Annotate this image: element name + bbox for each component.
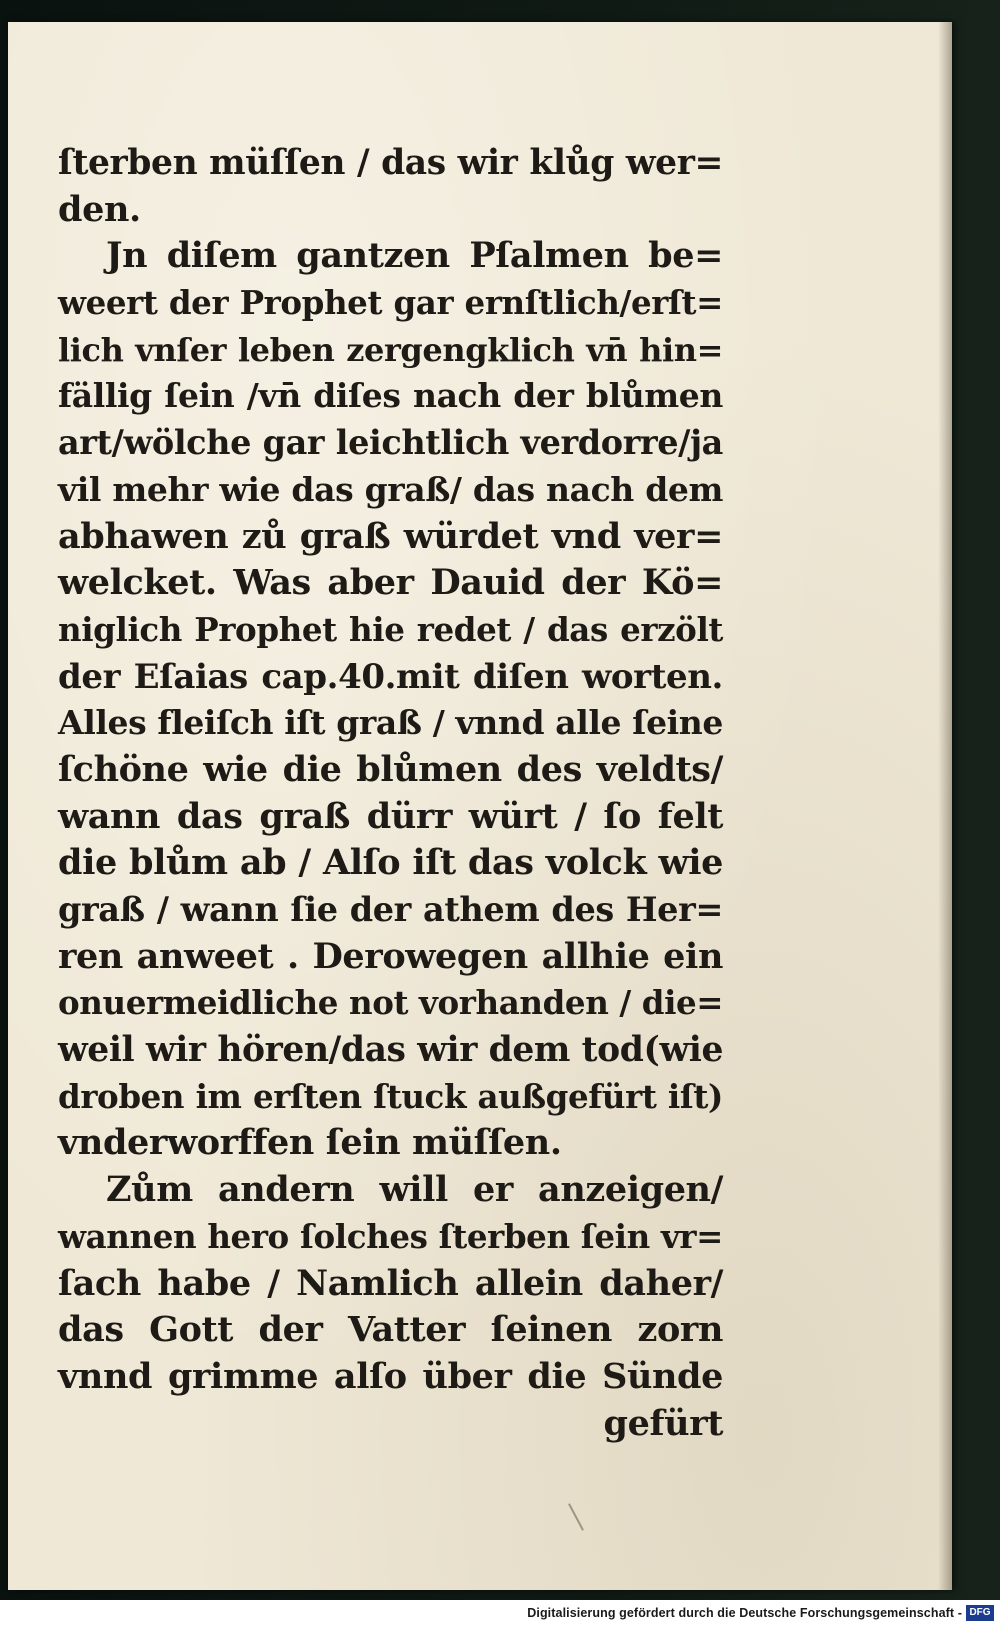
text-line: Jn diſem gantzen Pſalmen be= — [106, 235, 723, 277]
text-line: lich vnſer leben zergengklich vn̄ hin= — [58, 330, 723, 369]
text-line: art/wölche gar leichtlich verdorre/ja — [58, 423, 723, 463]
text-line: das Gott der Vatter ſeinen zorn — [58, 1309, 723, 1351]
text-line: der Eſaias cap.40.mit diſen worten. — [58, 656, 723, 697]
dfg-logo: DFG — [966, 1605, 994, 1621]
book-page — [8, 22, 952, 1590]
text-line: droben im erſten ſtuck außgefürt iſt) — [58, 1076, 723, 1116]
text-line: ren anweet . Derowegen allhie ein — [58, 935, 723, 977]
text-line: vnderworffen ſein müſſen. — [58, 1122, 562, 1164]
text-line: fällig ſein /vn̄ diſes nach der blůmen — [58, 376, 723, 416]
text-line: weil wir hören/das wir dem tod(wie — [58, 1030, 723, 1071]
text-line: wann das graß dürr würt / ſo felt — [58, 795, 723, 837]
page-edge-shadow — [938, 22, 952, 1590]
text-line: weert der Prophet gar ernſtlich/erſt= — [58, 283, 723, 323]
catchword: gefürt — [603, 1402, 723, 1444]
text-line: vnnd grimme alſo über die Sünde — [58, 1355, 723, 1397]
footer-bar — [0, 1600, 1000, 1628]
text-line: vil mehr wie das graß/ das nach dem — [58, 469, 723, 509]
text-line: niglich Prophet hie redet / das erzölt — [58, 609, 723, 649]
funding-credit: Digitalisierung gefördert durch die Deutsche Forschungsgemeinschaft - — [527, 1606, 962, 1620]
text-line: abhawen zů graß würdet vnd ver= — [58, 515, 723, 557]
text-line: onuermeidliche not vorhanden / die= — [58, 983, 724, 1023]
text-line: ſach habe / Namlich allein daher/ — [58, 1262, 723, 1304]
text-line: ſterben müſſen / das wir klůg wer= — [58, 143, 723, 183]
text-line: Zům andern will er anzeigen/ — [106, 1169, 723, 1211]
text-line: den. — [58, 188, 141, 230]
text-line: graß / wann ſie der athem des Her= — [58, 890, 723, 929]
text-line: wannen hero ſolches ſterben ſein vr= — [58, 1216, 723, 1256]
text-block — [58, 140, 723, 1447]
text-line: ſchöne wie die blůmen des veldts/ — [58, 748, 723, 790]
text-line: die blům ab / Alſo iſt das volck wie — [58, 842, 723, 884]
text-line: welcket. Was aber Dauid der Kö= — [58, 562, 723, 604]
text-line: Alles fleiſch iſt graß / vnnd alle ſeine — [58, 703, 723, 743]
paper-mark — [568, 1503, 584, 1530]
